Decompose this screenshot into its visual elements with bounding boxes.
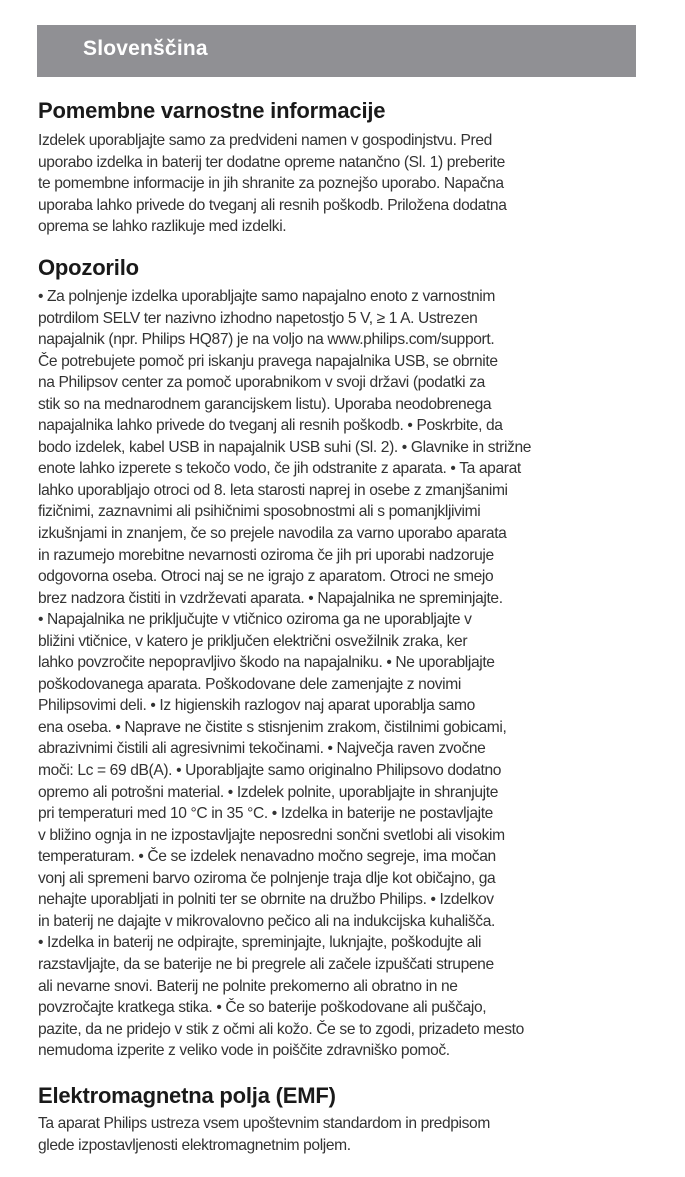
text-line: uporaba lahko privede do tveganj ali resnih poškodb. Priložena dodatna xyxy=(38,196,507,214)
language-header-bar xyxy=(37,25,636,77)
text-line: Philipsovimi deli. • Iz higienskih razlogov naj aparat uporablja samo xyxy=(38,697,475,715)
section-body-emf xyxy=(38,1113,638,1156)
text-line: moči: Lc = 69 dB(A). • Uporabljajte samo originalno Philipsovo dodatno xyxy=(38,762,502,780)
text-line: nehajte uporabljati in polniti ter se obrnite na družbo Philips. • Izdelkov xyxy=(38,891,494,909)
text-line: pazite, da ne pridejo v stik z očmi ali kožo. Če se to zgodi, prizadeto mesto xyxy=(38,1020,524,1038)
text-line: vonj ali spremeni barvo oziroma če polnjenje traja dlje kot običajno, ga xyxy=(38,869,496,887)
text-line: povzročajte kratkega stika. • Če so baterije poškodovane ali puščajo, xyxy=(38,999,487,1017)
text-line: stik so na mednarodnem garancijskem listu). Uporaba neodobrenega xyxy=(38,395,492,413)
section-body-safety xyxy=(38,130,638,238)
text-line: Če potrebujete pomoč pri iskanju pravega napajalnika USB, se obrnite xyxy=(38,352,498,370)
text-line: uporabo izdelka in baterij ter dodatne opreme natančno (Sl. 1) preberite xyxy=(38,153,505,171)
text-line: odgovorna oseba. Otroci naj se ne igrajo z aparatom. Otroci ne smejo xyxy=(38,568,494,586)
section-body-warning xyxy=(38,286,638,1062)
text-line: bodo izdelek, kabel USB in napajalnik USB suhi (Sl. 2). • Glavnike in strižne xyxy=(38,438,532,456)
section-title-safety: Pomembne varnostne informacije xyxy=(38,98,386,123)
text-line: temperaturam. • Če se izdelek nenavadno močno segreje, ima močan xyxy=(38,848,496,866)
text-line: Ta aparat Philips ustreza vsem upoštevnim standardom in predpisom xyxy=(38,1115,490,1132)
text-line: lahko povzročite nepopravljivo škodo na napajalniku. • Ne uporabljajte xyxy=(38,654,495,672)
text-line: • Napajalnika ne priključujte v vtičnico oziroma ga ne uporabljajte v xyxy=(38,611,472,629)
text-line: pri temperaturi med 10 °C in 35 °C. • Izdelka in baterije ne postavljajte xyxy=(38,805,493,823)
text-line: Izdelek uporabljajte samo za predvideni namen v gospodinjstvu. Pred xyxy=(38,132,492,149)
text-line: nemudoma izperite z veliko vode in poiščite zdravniško pomoč. xyxy=(38,1042,450,1060)
text-line: in baterij ne dajajte v mikrovalovno pečico ali na indukcijska kuhališča. xyxy=(38,912,495,930)
text-line: bližini vtičnice, v katero je priključen električni osvežilnik zraka, ker xyxy=(38,632,468,650)
text-line: abrazivnimi čistili ali agresivnimi tekočinami. • Največja raven zvočne xyxy=(38,740,486,758)
text-line: lahko uporabljajo otroci od 8. leta starosti naprej in osebe z zmanjšanimi xyxy=(38,481,508,499)
text-line: v bližino ognja in ne izpostavljajte neposredni sončni svetlobi ali visokim xyxy=(38,826,505,844)
text-line: in razumejo morebitne nevarnosti oziroma če jih pri uporabi nadzoruje xyxy=(38,546,494,564)
text-line: te pomembne informacije in jih shranite za poznejšo uporabo. Napačna xyxy=(38,175,504,193)
text-line: oprema se lahko razlikuje med izdelki. xyxy=(38,218,287,236)
section-title-emf: Elektromagnetna polja (EMF) xyxy=(38,1083,336,1108)
text-line: napajalnik (npr. Philips HQ87) je na voljo na www.philips.com/support. xyxy=(38,331,495,349)
text-line: ena oseba. • Naprave ne čistite s stisnjenim zrakom, čistilnimi gobicami, xyxy=(38,718,507,736)
text-line: napajalnika lahko privede do tveganj ali resnih poškodb. • Poskrbite, da xyxy=(38,417,503,435)
text-line: glede izpostavljenosti elektromagnetnim poljem. xyxy=(38,1136,351,1154)
text-line: razstavljajte, da se baterije ne bi pregrele ali začele izpuščati strupene xyxy=(38,955,494,973)
text-line: izkušnjami in znanjem, če so prejele navodila za varno uporabo aparata xyxy=(38,525,507,543)
text-line: ali nevarne snovi. Baterij ne polnite prekomerno ali obratno in ne xyxy=(38,977,458,995)
text-line: na Philipsov center za pomoč uporabnikom v svoji državi (podatki za xyxy=(38,374,485,392)
text-line: poškodovanega aparata. Poškodovane dele zamenjajte z novimi xyxy=(38,675,461,693)
text-line: • Izdelka in baterij ne odpirajte, spreminjajte, luknjajte, poškodujte ali xyxy=(38,934,482,952)
text-line: potrdilom SELV ter nazivno izhodno napetostjo 5 V, ≥ 1 A. Ustrezen xyxy=(38,309,478,327)
text-line: fizičnimi, zaznavnimi ali psihičnimi sposobnostmi ali s pomanjkljivimi xyxy=(38,503,481,521)
language-title: Slovenščina xyxy=(83,37,208,60)
text-line: enote lahko izperete s tekočo vodo, če jih odstranite z aparata. • Ta aparat xyxy=(38,460,521,478)
text-line: • Za polnjenje izdelka uporabljajte samo napajalno enoto z varnostnim xyxy=(38,288,495,305)
section-title-warning: Opozorilo xyxy=(38,255,139,280)
text-line: opremo ali potrošni material. • Izdelek polnite, uporabljajte in shranjujte xyxy=(38,783,499,801)
text-line: brez nadzora čistiti in vzdrževati aparata. • Napajalnika ne spreminjajte. xyxy=(38,589,503,607)
